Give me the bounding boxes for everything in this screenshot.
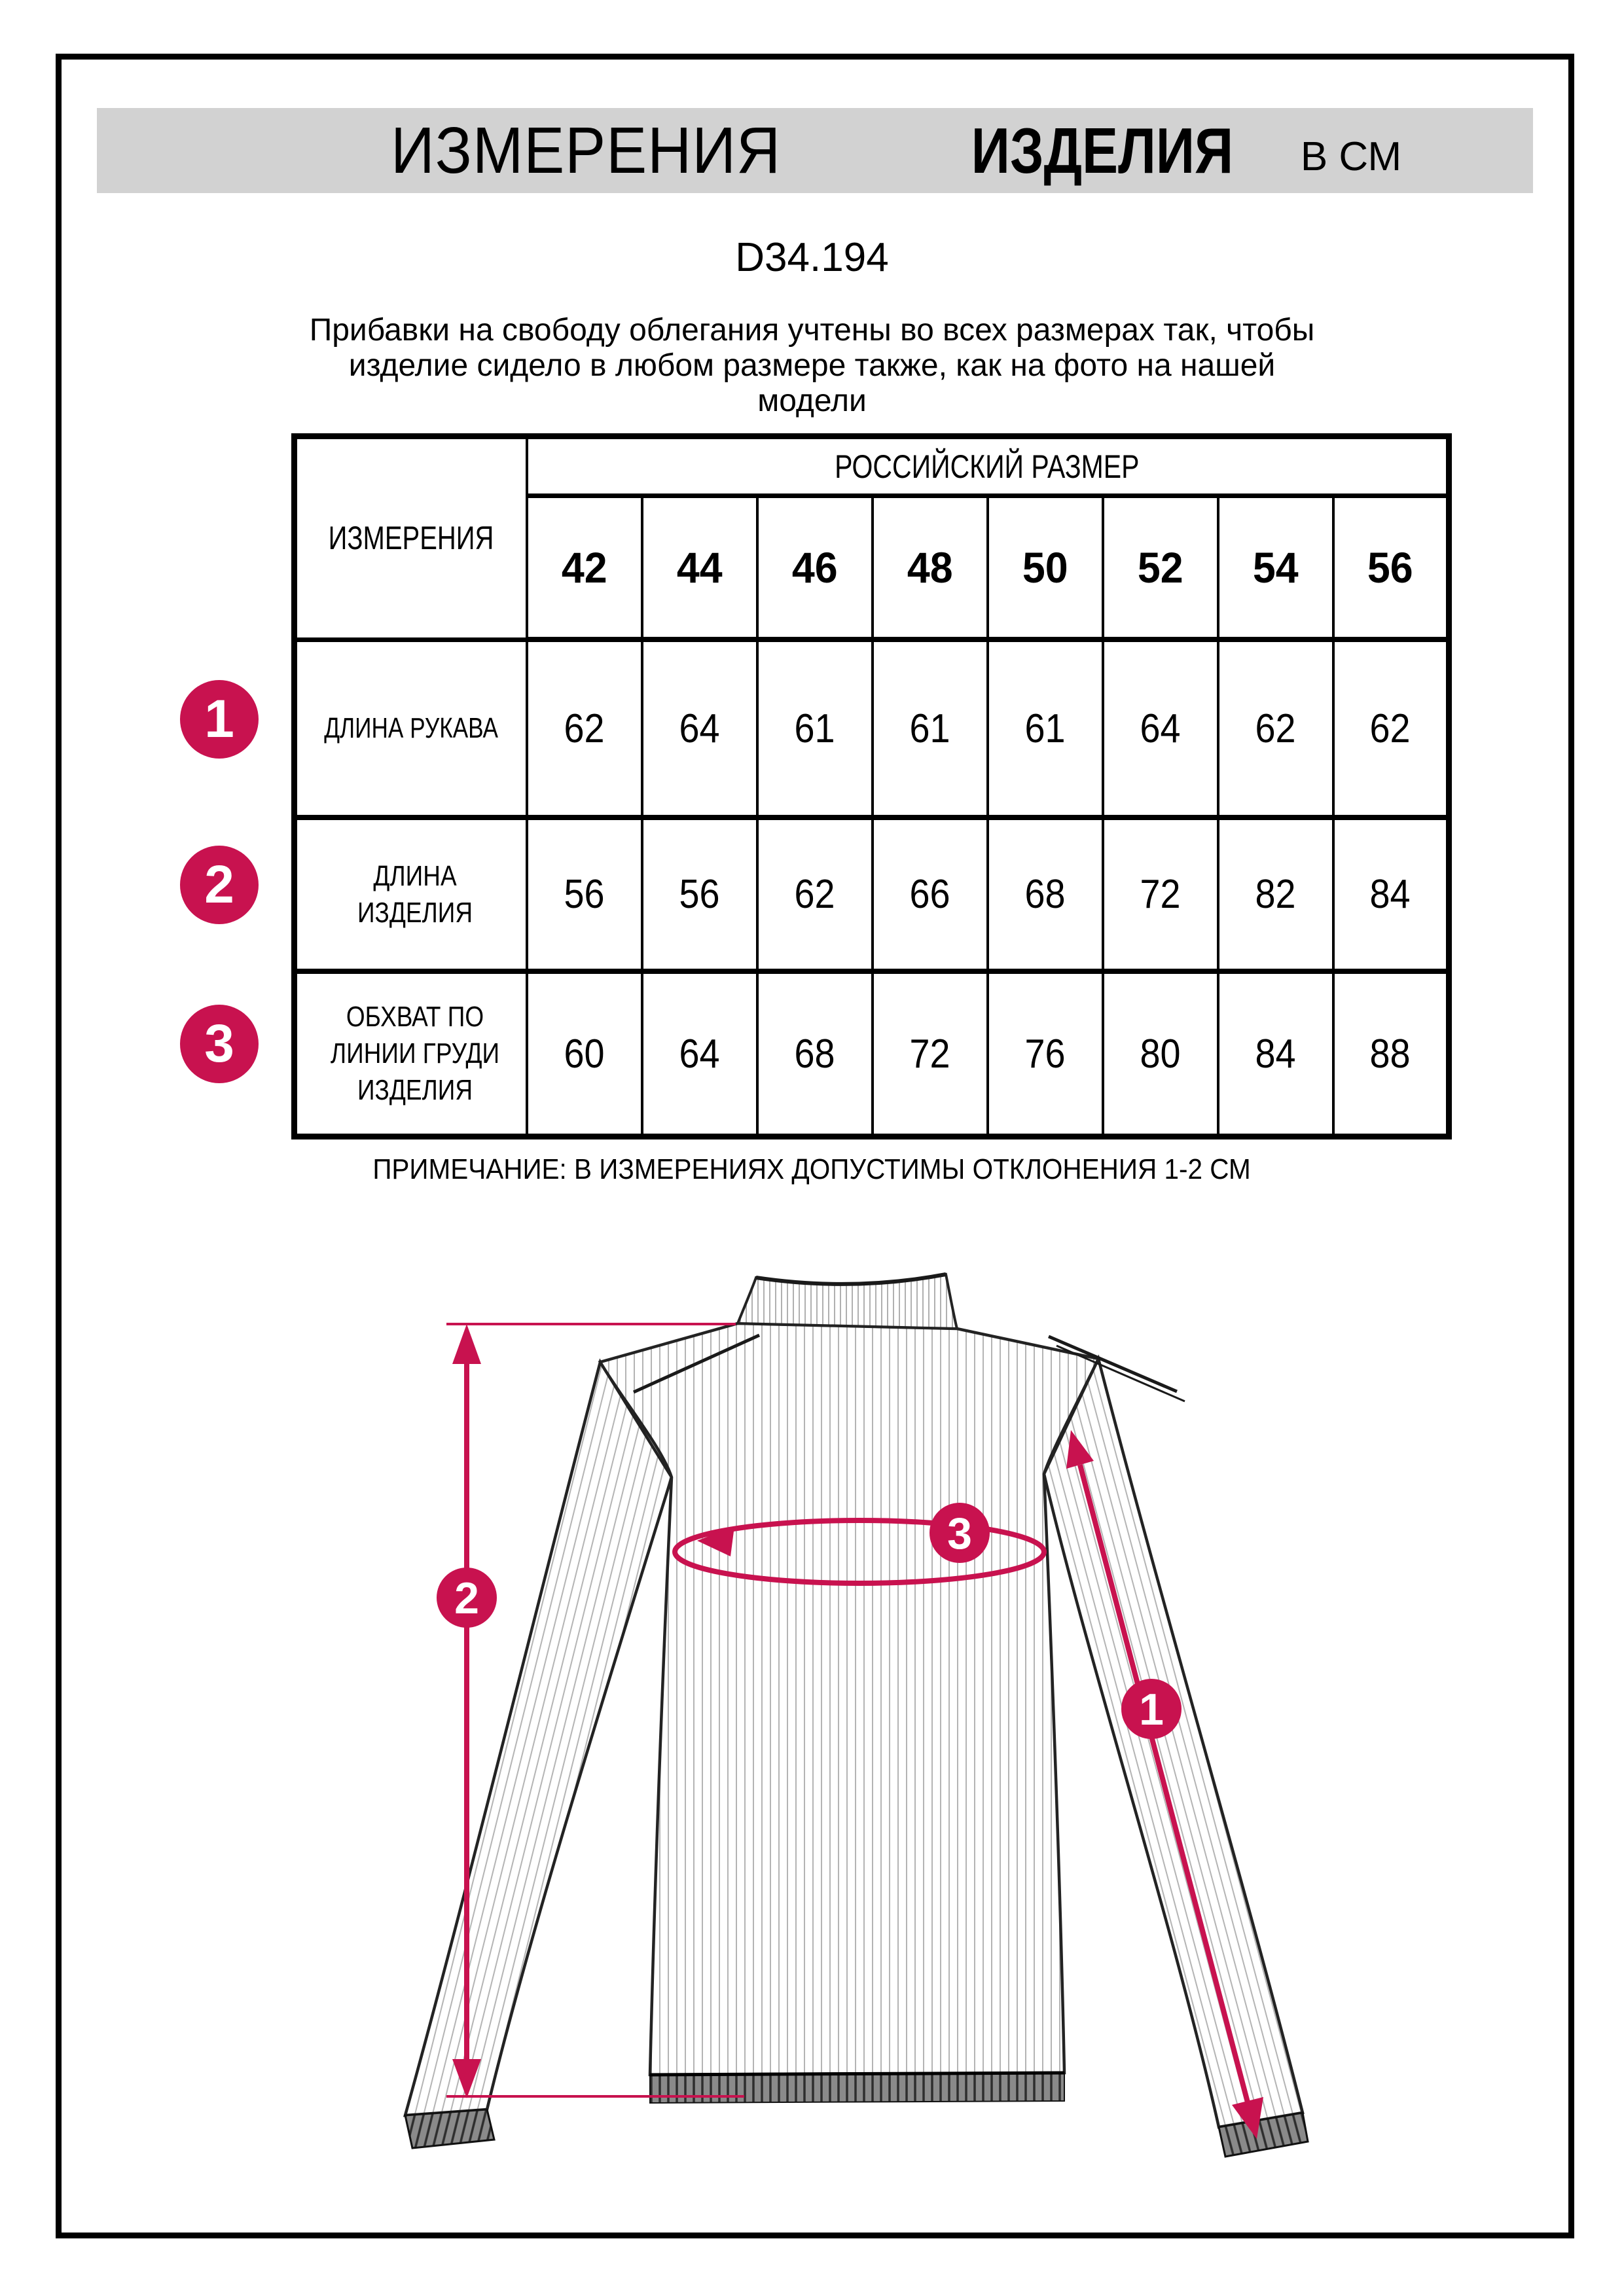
- row-label: ДЛИНА ИЗДЕЛИЯ: [295, 817, 527, 971]
- table-cell: 68: [988, 817, 1103, 971]
- table-cell: 66: [873, 817, 988, 971]
- row-label: ОБХВАТ ПО ЛИНИИ ГРУДИ ИЗДЕЛИЯ: [295, 971, 527, 1137]
- hem-top-edge: [650, 2073, 1064, 2075]
- table-corner-header: ИЗМЕРЕНИЯ: [295, 437, 527, 640]
- left-cuff-band: [405, 2109, 494, 2148]
- table-cell: 84: [1218, 971, 1333, 1137]
- measure-1-arrow-shaft: [1080, 1465, 1248, 2102]
- sweater-body: [600, 1323, 1098, 2075]
- table-cell: 72: [873, 971, 988, 1137]
- fit-description-line: изделие сидело в любом размере также, как на фото на нашей: [348, 348, 1276, 383]
- size-header: 54: [1218, 496, 1333, 640]
- table-size-group-header: РОССИЙСКИЙ РАЗМЕР: [527, 437, 1449, 496]
- table-cell: 68: [757, 971, 873, 1137]
- size-header: 48: [873, 496, 988, 640]
- badge-number: 1: [204, 689, 234, 749]
- table-row-sleeve-length: [295, 639, 1449, 817]
- row-number-badge-1: [180, 680, 259, 759]
- table-cell: 62: [527, 639, 642, 817]
- title-bar: [97, 108, 1533, 193]
- size-header: 46: [757, 496, 873, 640]
- page-title-unit: В СМ: [1300, 134, 1402, 179]
- size-header: 42: [527, 496, 642, 640]
- size-measurements-table: [291, 433, 1452, 1139]
- hem-band: [650, 2073, 1064, 2103]
- table-cell: 62: [757, 817, 873, 971]
- measure-badge-2-number: 2: [454, 1573, 479, 1623]
- table-cell: 62: [1218, 639, 1333, 817]
- size-header: 56: [1333, 496, 1449, 640]
- fit-description-line: модели: [757, 384, 867, 418]
- page-title-product: ИЗДЕЛИЯ: [971, 115, 1234, 187]
- product-code: D34.194: [735, 235, 889, 280]
- table-cell: 62: [1333, 639, 1449, 817]
- garment-technical-drawing: [367, 1237, 1427, 2258]
- table-cell: 56: [642, 817, 757, 971]
- fit-description: [0, 313, 1624, 419]
- table-cell: 61: [873, 639, 988, 817]
- fit-description-line: Прибавки на свободу облегания учтены во всех размерах так, чтобы: [309, 313, 1315, 348]
- table-cell: 72: [1103, 817, 1218, 971]
- table-cell: 76: [988, 971, 1103, 1137]
- table-cell: 56: [527, 817, 642, 971]
- size-header: 44: [642, 496, 757, 640]
- table-row-chest-girth: [295, 971, 1449, 1137]
- table-cell: 80: [1103, 971, 1218, 1137]
- size-header: 52: [1103, 496, 1218, 640]
- measure-badge-1-number: 1: [1139, 1685, 1164, 1734]
- table-cell: 61: [988, 639, 1103, 817]
- table-cell: 64: [1103, 639, 1218, 817]
- size-header: 50: [988, 496, 1103, 640]
- table-cell: 64: [642, 971, 757, 1137]
- measure-2-arrowhead-up: [452, 1324, 481, 1364]
- row-label: ДЛИНА РУКАВА: [295, 639, 527, 817]
- page-title-measurements: ИЗМЕРЕНИЯ: [390, 114, 782, 187]
- row-number-badge-2: [180, 846, 259, 924]
- table-cell: 84: [1333, 817, 1449, 971]
- table-row-garment-length: [295, 817, 1449, 971]
- table-cell: 82: [1218, 817, 1333, 971]
- table-cell: 60: [527, 971, 642, 1137]
- left-sleeve: [405, 1362, 672, 2115]
- measure-badge-3-number: 3: [947, 1509, 972, 1558]
- tolerance-note: ПРИМЕЧАНИЕ: В ИЗМЕРЕНИЯХ ДОПУСТИМЫ ОТКЛОНЕНИЯ 1-2 СМ: [372, 1153, 1252, 1185]
- badge-number: 3: [204, 1014, 234, 1073]
- table-cell: 61: [757, 639, 873, 817]
- table-cell: 64: [642, 639, 757, 817]
- row-number-badge-3: [180, 1005, 259, 1083]
- badge-number: 2: [204, 855, 234, 914]
- table-cell: 88: [1333, 971, 1449, 1137]
